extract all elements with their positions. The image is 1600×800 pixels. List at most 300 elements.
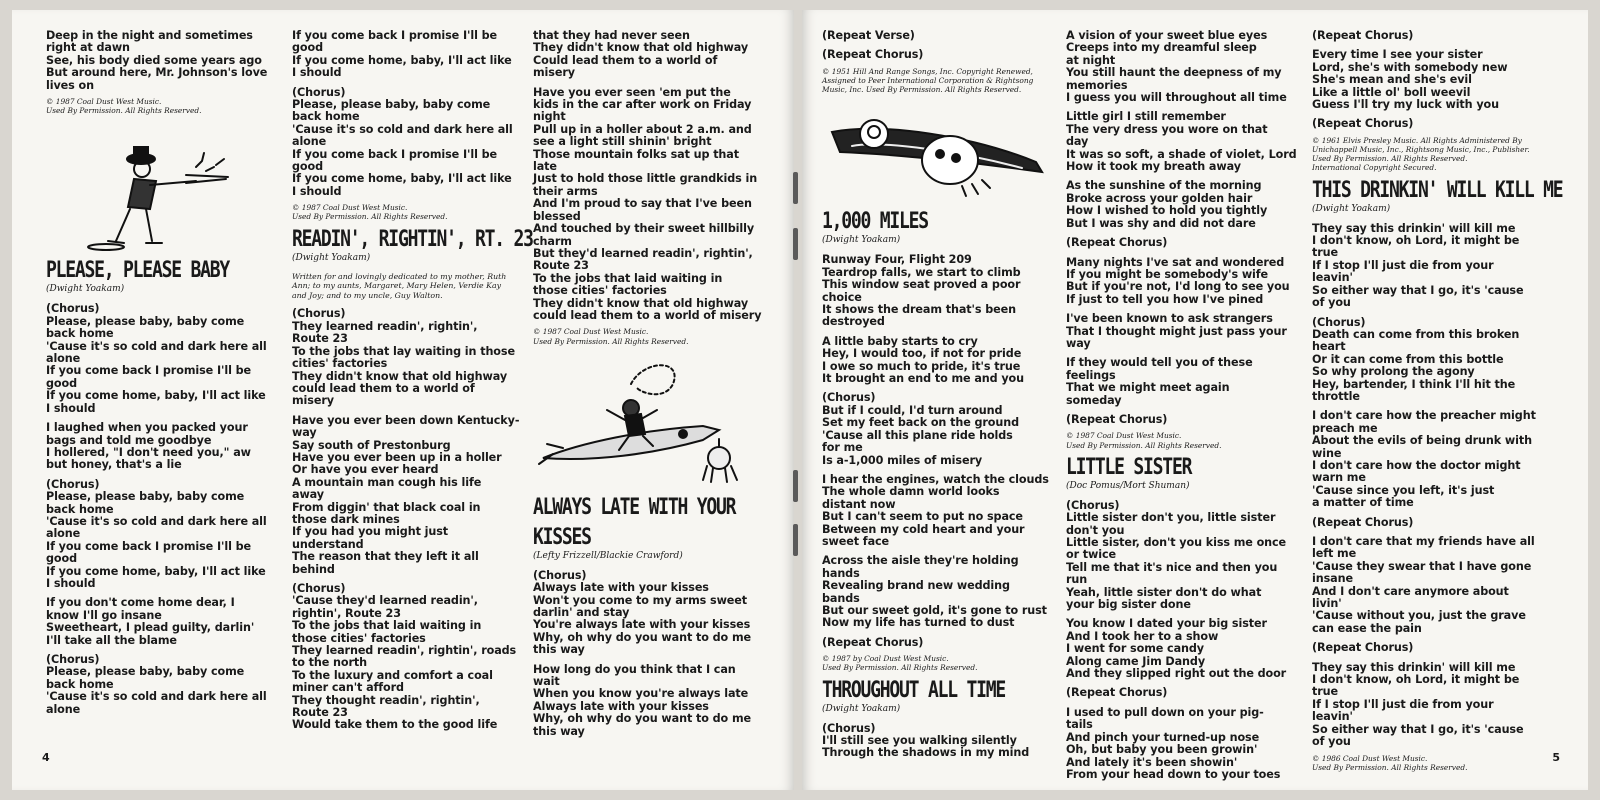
binding-staple (793, 172, 798, 204)
lyric-line: 'Cause they'd learned readin', (292, 594, 478, 608)
lyric-line: If you come back I promise I'll be (292, 29, 497, 42)
lyric-line: 'Cause without you, just the grave (1312, 609, 1526, 623)
lyric-line: Little sister don't you, little sister (1066, 511, 1276, 525)
lyric-line: Always late with your kisses (533, 581, 709, 595)
rocket-rider-icon (533, 354, 763, 488)
lyric-line: night (533, 110, 566, 124)
lyric-line: Please, please baby, baby come (46, 665, 245, 679)
right-column-3 (1312, 30, 1562, 778)
song-title: LITTLE SISTER (1066, 454, 1192, 480)
lyric-line: I laughed when you packed your (46, 421, 248, 435)
copyright-note-line: © 1987 by Coal Dust West Music. (822, 654, 949, 664)
lyric-line: back home (46, 502, 114, 516)
lyric-line: understand (292, 537, 364, 551)
lyric-line: They thought readin', rightin', (292, 693, 480, 707)
lyric-line: left me (1312, 547, 1357, 561)
lyric-line: back home (292, 110, 360, 124)
lyric-line: They learned readin', rightin', roads (292, 644, 517, 658)
lyric-line: Please, please baby, baby come (46, 314, 245, 328)
lyric-line: for me (822, 441, 863, 455)
lyric-line: How long do you think that I can (533, 662, 736, 676)
lyric-line: Please, please baby, baby come (292, 98, 491, 112)
lyric-line: They didn't know that old highway (292, 369, 508, 383)
song-author: (Dwight Yoakam) (822, 703, 901, 714)
lyric-line: (Chorus) (292, 307, 346, 321)
copyright-note-line: Used By Permission. All Rights Reserved. (292, 212, 448, 222)
lyric-line: miner can't afford (292, 681, 404, 695)
right-page (802, 10, 1588, 790)
copyright-note-line: © 1961 Elvis Presley Music. All Rights Administered By (1312, 135, 1522, 145)
lyric-line: If you come home, baby, I'll act like (46, 389, 266, 403)
copyright-note-line: Used By Permission. All Rights Reserved. (1312, 154, 1468, 164)
copyright-note-line: © 1986 Coal Dust West Music. (1312, 753, 1428, 763)
lyric-line: If you come home, baby, I'll act like (292, 172, 512, 186)
lyric-line: The reason that they left it all (292, 550, 479, 564)
song-title: 1,000 MILES (822, 209, 928, 235)
lyric-line: Death can come from this broken (1312, 327, 1520, 341)
lyric-line: alone (46, 527, 81, 541)
lyric-line: distant now (822, 497, 896, 511)
lyric-line: heart (1312, 340, 1346, 354)
lyric-line: She's mean and she's evil (1312, 73, 1472, 87)
copyright-note-line: © 1987 Coal Dust West Music. (292, 203, 408, 213)
song-author: (Dwight Yoakam) (822, 235, 901, 246)
lyric-line: sweet face (822, 534, 890, 548)
copyright-note-line: Unichappell Music, Inc., Rightsong Music, Inc., Publisher. (1312, 145, 1530, 155)
lyric-line: I hear the engines, watch the clouds (822, 472, 1049, 486)
lyric-line: Why, oh why do you want to do me (533, 630, 751, 644)
lyric-line: misery (292, 394, 334, 408)
lyric-line: From diggin' that black coal in (292, 500, 481, 514)
copyright-note (1066, 431, 1311, 449)
lyric-line: darlin' and stay (533, 605, 630, 619)
lyric-line: Every time I see your sister (1312, 48, 1483, 62)
lyric-line: Little girl I still remember (1066, 110, 1226, 124)
lyric-line: at night (1066, 53, 1116, 67)
lyric-line: Oh, but baby you been growin' (1066, 743, 1258, 757)
song-title: READIN', RIGHTIN', RT. 23 (292, 226, 533, 252)
lyric-line: The whole damn world looks (822, 485, 1000, 499)
copyright-note (46, 97, 286, 115)
lyric-line: That I thought might just pass your (1066, 324, 1287, 338)
lyric-line: to the north (292, 656, 368, 670)
copyright-note-line: © 1987 Coal Dust West Music. (1066, 431, 1182, 441)
copyright-note (822, 654, 1062, 672)
song-author: (Dwight Yoakam) (292, 252, 371, 263)
lyric-line: of you (1312, 735, 1351, 749)
lyric-line: Like a little ol' boll weevil (1312, 85, 1471, 99)
lyric-line: I'll still see you walking silently (822, 734, 1017, 748)
lyric-line: wine (1312, 446, 1342, 460)
lyric-line: Hey, bartender, I think I'll hit the (1312, 377, 1516, 391)
lyric-line: I don't know, oh Lord, it might be (1312, 673, 1520, 687)
lyric-line: It brought an end to me and you (822, 372, 1024, 386)
lyric-line: As the sunshine of the morning (1066, 179, 1262, 193)
lyric-line: good (46, 552, 77, 566)
lyric-line: of you (1312, 296, 1351, 310)
right-column-1 (822, 30, 1062, 760)
left-column-2 (292, 30, 537, 732)
lyric-line: I don't care how the doctor might (1312, 458, 1521, 472)
copyright-note-line: © 1987 Coal Dust West Music. (46, 97, 162, 107)
lyric-line: leavin' (1312, 271, 1353, 285)
lyric-line: (Repeat Chorus) (822, 635, 924, 649)
lyric-line: But I was shy and did not dare (1066, 216, 1256, 230)
lyric-line: Broke across your golden hair (1066, 191, 1253, 205)
lyric-line: warn me (1312, 471, 1366, 485)
lyric-line: This window seat proved a poor (822, 278, 1021, 292)
lyric-line: Have you ever seen 'em put the (533, 85, 731, 99)
lyric-line: Now my life has turned to dust (822, 616, 1015, 630)
lyric-line: (Repeat Chorus) (1066, 412, 1168, 426)
lyric-line: good (46, 376, 77, 390)
lyric-line: If just to tell you how I've pined (1066, 292, 1264, 306)
lyric-line: Have you ever been down Kentucky- (292, 413, 520, 427)
lyric-line: (Chorus) (1066, 498, 1120, 512)
lyric-line: good (292, 160, 323, 174)
lyric-line: I don't know, oh Lord, it might be (1312, 234, 1520, 248)
lyric-line: memories (1066, 78, 1128, 92)
lyric-line: Route 23 (292, 332, 348, 346)
lyric-line: (Repeat Chorus) (1312, 515, 1414, 529)
lyric-line: If you come back I promise I'll be (46, 539, 251, 553)
lyric-line: true (1312, 246, 1339, 260)
lyric-line: So either way that I go, it's 'cause (1312, 283, 1524, 297)
lyric-line: Is a-1,000 miles of misery (822, 453, 983, 467)
lyric-line: (Chorus) (46, 302, 100, 316)
right-column-2 (1066, 30, 1311, 781)
lyric-line: that they had never seen (533, 29, 690, 42)
lyric-line: I should (46, 401, 96, 415)
lyric-line: Route 23 (533, 259, 589, 273)
dedication-note-line: and Joy; and to my uncle, Guy Walton. (292, 290, 443, 300)
binding-staple (793, 470, 798, 502)
lyric-line: Those mountain folks sat up that (533, 147, 739, 161)
lyric-line: And I don't care anymore about (1312, 584, 1509, 598)
copyright-note (1312, 754, 1562, 772)
lyric-line: but honey, that's a lie (46, 458, 182, 472)
lyric-line: throttle (1312, 389, 1360, 403)
lyric-line: cities' factories (292, 357, 388, 371)
lyric-line: alone (292, 135, 327, 149)
lyric-line: alone (46, 702, 81, 716)
lyric-line: Across the aisle they're holding (822, 554, 1019, 568)
lyric-line: or twice (1066, 548, 1117, 562)
binding-staple (793, 228, 798, 260)
lyric-line: And I'm proud to say that I've been (533, 197, 752, 211)
lyric-line: Say south of Prestonburg (292, 438, 451, 452)
lyric-line: Teardrop falls, we start to climb (822, 265, 1021, 279)
lyric-line: choice (822, 290, 862, 304)
lyric-line: misery (533, 66, 575, 80)
lyric-line: (Chorus) (822, 391, 876, 405)
lyric-line: I owe so much to pride, it's true (822, 359, 1021, 373)
lyric-line: run (1066, 573, 1088, 587)
lyric-line: hands (822, 566, 860, 580)
lyric-line: Could lead them to a world of (533, 53, 718, 67)
lyric-line: Just to hold those little grandkids in (533, 172, 758, 186)
lyric-line: And I took her to a show (1066, 629, 1219, 643)
song-title: ALWAYS LATE WITH YOUR (533, 494, 736, 520)
lyric-line: I guess you will throughout all time (1066, 91, 1287, 105)
lyric-line: How I wished to hold you tightly (1066, 204, 1268, 218)
lyric-line: They say this drinkin' will kill me (1312, 660, 1516, 674)
lyric-line: (Repeat Chorus) (1312, 641, 1414, 655)
lyric-line: a matter of time (1312, 496, 1414, 510)
lyric-line: Along came Jim Dandy (1066, 654, 1206, 668)
lyric-line: bands (822, 591, 860, 605)
lyric-line: Why, oh why do you want to do me (533, 712, 751, 726)
copyright-note-line: Used By Permission. All Rights Reserved. (1312, 762, 1468, 772)
lyric-line: lives on (46, 78, 94, 92)
lyric-line: You're always late with your kisses (533, 618, 751, 632)
lyric-line: those dark mines (292, 512, 400, 526)
lyric-line: kids in the car after work on Friday (533, 98, 752, 112)
copyright-note-line: © 1987 Coal Dust West Music. (533, 327, 649, 337)
lyric-line: Route 23 (292, 706, 348, 720)
lyric-line: I should (292, 66, 342, 80)
lyric-line: (Chorus) (46, 477, 100, 491)
lyric-line: But if I could, I'd turn around (822, 403, 1003, 417)
lyric-line: I don't care how the preacher might (1312, 409, 1536, 423)
lyric-line: Many nights I've sat and wondered (1066, 255, 1285, 269)
lyric-line: If you might be somebody's wife (1066, 267, 1269, 281)
lyric-line: I went for some candy (1066, 642, 1204, 656)
lyric-line: It shows the dream that's been (822, 303, 1016, 317)
copyright-note-line: Used By Permission. All Rights Reserved. (533, 336, 689, 346)
lyric-line: your big sister done (1066, 598, 1191, 612)
left-column-3 (533, 30, 788, 738)
binding-staple (793, 524, 798, 556)
lyric-line: They didn't know that old highway (533, 296, 749, 310)
lyric-line: insane (1312, 572, 1353, 586)
lyric-line: can ease the pain (1312, 621, 1422, 635)
lyric-line: away (292, 488, 324, 502)
lyric-line: Won't you come to my arms sweet (533, 593, 748, 607)
lyric-line: A little baby starts to cry (822, 334, 978, 348)
lyric-line: (Repeat Chorus) (1312, 117, 1414, 131)
copyright-note-line: International Copyright Secured. (1312, 163, 1437, 173)
lyric-line: bags and told me goodbye (46, 433, 212, 447)
lyric-line: those cities' factories (533, 284, 667, 298)
lyric-line: Runway Four, Flight 209 (822, 253, 972, 267)
lyric-line: 'Cause all this plane ride holds (822, 428, 1013, 442)
lyric-line: A vision of your sweet blue eyes (1066, 29, 1268, 42)
lyric-line: And they slipped right out the door (1066, 667, 1287, 681)
lyric-line: this way (533, 724, 585, 738)
copyright-note-line: Assigned to Peer International Corporation & Rightsong (822, 76, 1034, 86)
lyric-line: I should (292, 184, 342, 198)
lyric-line: See, his body died some years ago (46, 53, 262, 67)
lyric-line: charm (533, 234, 572, 248)
lyric-line: Have you ever been up in a holler (292, 450, 502, 464)
copyright-note-line: Used By Permission. All Rights Reserved. (1066, 440, 1222, 450)
lyric-line: Or it can come from this bottle (1312, 352, 1504, 366)
lyric-line: behind (292, 562, 335, 576)
lyric-line: (Chorus) (1312, 315, 1366, 329)
lyric-line: (Chorus) (292, 582, 346, 595)
lyric-line: And pinch your turned-up nose (1066, 730, 1260, 744)
lyric-line: Lord, she's with somebody new (1312, 60, 1508, 74)
copyright-note (292, 203, 537, 221)
lyric-line: I don't care that my friends have all (1312, 535, 1535, 548)
lyric-line: You know I dated your big sister (1066, 617, 1267, 631)
lyric-line: (Repeat Chorus) (1312, 29, 1414, 42)
lyric-line: But around here, Mr. Johnson's love (46, 66, 268, 80)
lyric-line: day (1066, 135, 1089, 149)
lyric-line: don't you (1066, 523, 1125, 537)
left-column-1 (46, 30, 286, 716)
lyric-line: livin' (1312, 597, 1342, 611)
lyric-line: back home (46, 327, 114, 341)
lyric-line: Tell me that it's nice and then you (1066, 560, 1278, 574)
left-page (12, 10, 794, 790)
lyric-line: Revealing brand new wedding (822, 579, 1010, 593)
lyric-line: 'Cause it's so cold and dark here all (46, 690, 267, 704)
lyric-line: 'Cause since you left, it's just (1312, 483, 1495, 497)
lyric-line: If you don't come home dear, I (46, 596, 235, 610)
song-title: KISSES (533, 524, 591, 550)
lyric-line: If I stop I'll just die from your (1312, 258, 1494, 272)
lyric-line: Hey, I would too, if not for pride (822, 347, 1022, 361)
lyric-line: To the jobs that laid waiting in (292, 619, 482, 633)
lyric-line: You still haunt the deepness of my (1066, 66, 1282, 80)
lyric-line: blessed (533, 209, 581, 223)
lyric-line: (Repeat Verse) (822, 29, 915, 42)
lyric-line: It was so soft, a shade of violet, Lord (1066, 147, 1297, 161)
lyric-line: Creeps into my dreamful sleep (1066, 41, 1257, 55)
lyric-line: They learned readin', rightin', (292, 319, 478, 333)
lyric-line: But they'd learned readin', rightin', (533, 246, 753, 260)
lyric-line: could lead them to a world of (292, 381, 475, 395)
lyric-line: (Chorus) (46, 653, 100, 666)
lyric-line: Pull up in a holler about 2 a.m. and (533, 122, 752, 136)
lyric-line: I've been known to ask strangers (1066, 312, 1273, 326)
copyright-note (822, 67, 1062, 95)
lyric-line: If you come back I promise I'll be (292, 147, 497, 161)
lyric-line: If you come home, baby, I'll act like (46, 564, 266, 578)
lyric-line: wait (533, 675, 560, 688)
dedication-note (292, 272, 537, 301)
lyric-line: Sweetheart, I plead guilty, darlin' (46, 621, 255, 635)
lyric-line: Set my feet back on the ground (822, 416, 1020, 430)
lyric-line: good (292, 41, 323, 55)
lyric-line: feelings (1066, 368, 1116, 382)
lyric-line: They didn't know that old highway (533, 41, 749, 55)
lyric-line: I should (46, 576, 96, 590)
dedication-note-line: Written for and lovingly dedicated to my mother, Ruth (292, 271, 507, 281)
lyric-line: way (292, 426, 317, 440)
lyric-line: About the evils of being drunk with (1312, 434, 1532, 448)
song-author: (Dwight Yoakam) (1312, 203, 1391, 214)
lyric-line: (Repeat Chorus) (1066, 686, 1168, 700)
lyric-line: tails (1066, 718, 1093, 732)
lyric-line: If I stop I'll just die from your (1312, 697, 1494, 711)
lyric-line: destroyed (822, 315, 885, 329)
page-number-right: 5 (1552, 751, 1560, 764)
lyric-line: Would take them to the good life (292, 718, 498, 732)
lyric-line: (Chorus) (533, 568, 587, 582)
lyric-line: Or have you ever heard (292, 463, 439, 477)
copyright-note-line: © 1951 Hill And Range Songs, Inc. Copyright Renewed, (822, 66, 1033, 76)
lyric-line: If they would tell you of these (1066, 356, 1253, 370)
lyric-line: Deep in the night and sometimes (46, 29, 253, 42)
lyric-line: To the luxury and comfort a coal (292, 668, 493, 682)
copyright-note-line: Music, Inc. Used By Permission. All Rights Reserved. (822, 85, 1022, 95)
page-number-left: 4 (42, 751, 50, 764)
lyric-line: If you come home, baby, I'll act like (292, 53, 512, 67)
lyric-line: this way (533, 643, 585, 657)
lyric-line: They say this drinkin' will kill me (1312, 221, 1516, 235)
lyric-line: If you come back I promise I'll be (46, 364, 251, 378)
flying-car-icon (822, 102, 1052, 202)
lyric-line: The very dress you wore on that (1066, 122, 1268, 136)
lyric-line: leavin' (1312, 710, 1353, 724)
lyric-line: could lead them to a world of misery (533, 308, 762, 322)
lyric-line: Through the shadows in my mind (822, 746, 1030, 760)
lyric-line: From your head down to your toes (1066, 767, 1281, 781)
lyric-line: their arms (533, 184, 598, 198)
lyric-line: someday (1066, 393, 1122, 407)
lyric-line: But if you're not, I'd long to see you (1066, 280, 1290, 294)
lyric-line: late (533, 160, 557, 174)
lyric-line: Always late with your kisses (533, 699, 709, 713)
copyright-note-line: Used By Permission. All Rights Reserved. (822, 663, 978, 673)
lyric-line: know I'll go insane (46, 608, 162, 622)
lyric-line: 'Cause it's so cold and dark here all (46, 514, 267, 528)
lyric-line: But our sweet gold, it's gone to rust (822, 603, 1047, 617)
lyric-line: preach me (1312, 421, 1378, 435)
lyric-line: Between my cold heart and your (822, 522, 1025, 536)
cowboy-gunslinger-icon (46, 123, 246, 251)
lyric-line: That we might meet again (1066, 381, 1230, 395)
lyric-line: back home (46, 677, 114, 691)
lyric-line: A mountain man cough his life (292, 475, 482, 489)
copyright-note (533, 327, 788, 345)
lyric-line: rightin', Route 23 (292, 606, 401, 620)
lyric-line: So either way that I go, it's 'cause (1312, 722, 1524, 736)
song-title: THIS DRINKIN' WILL KILL ME (1312, 177, 1563, 203)
lyric-line: right at dawn (46, 41, 130, 55)
lyric-line: 'Cause it's so cold and dark here all (46, 339, 267, 353)
lyric-line: If you had you might just (292, 525, 449, 539)
lyric-line: And touched by their sweet hillbilly (533, 222, 755, 236)
lyric-line: (Repeat Chorus) (1066, 236, 1168, 250)
lyric-line: To the jobs that lay waiting in those (292, 344, 515, 358)
lyric-line: To the jobs that laid waiting in (533, 271, 723, 285)
lyric-line: And lately it's been showin' (1066, 755, 1238, 769)
lyric-line: Yeah, little sister don't do what (1066, 585, 1262, 599)
lyric-line: true (1312, 685, 1339, 699)
lyric-line: way (1066, 336, 1091, 350)
dedication-note-line: Ann; to my aunts, Margaret, Mary Helen, Verdie Kay (292, 281, 502, 291)
song-title: THROUGHOUT ALL TIME (822, 677, 1006, 703)
song-title: PLEASE, PLEASE BABY (46, 258, 230, 284)
lyric-line: Please, please baby, baby come (46, 490, 245, 504)
lyric-line: Little sister, don't you kiss me once (1066, 536, 1287, 549)
lyric-line: How it took my breath away (1066, 160, 1241, 174)
lyric-line: 'Cause it's so cold and dark here all (292, 122, 513, 136)
lyric-line: So why prolong the agony (1312, 365, 1475, 379)
song-author: (Dwight Yoakam) (46, 284, 125, 295)
lyric-line: (Repeat Chorus) (822, 48, 924, 62)
copyright-note-line: Used By Permission. All Rights Reserved. (46, 106, 202, 116)
lyric-line: (Chorus) (822, 721, 876, 735)
lyric-line: I'll take all the blame (46, 633, 177, 647)
song-author: (Doc Pomus/Mort Shuman) (1066, 480, 1190, 491)
lyric-line: (Chorus) (292, 85, 346, 99)
lyric-line: alone (46, 352, 81, 366)
